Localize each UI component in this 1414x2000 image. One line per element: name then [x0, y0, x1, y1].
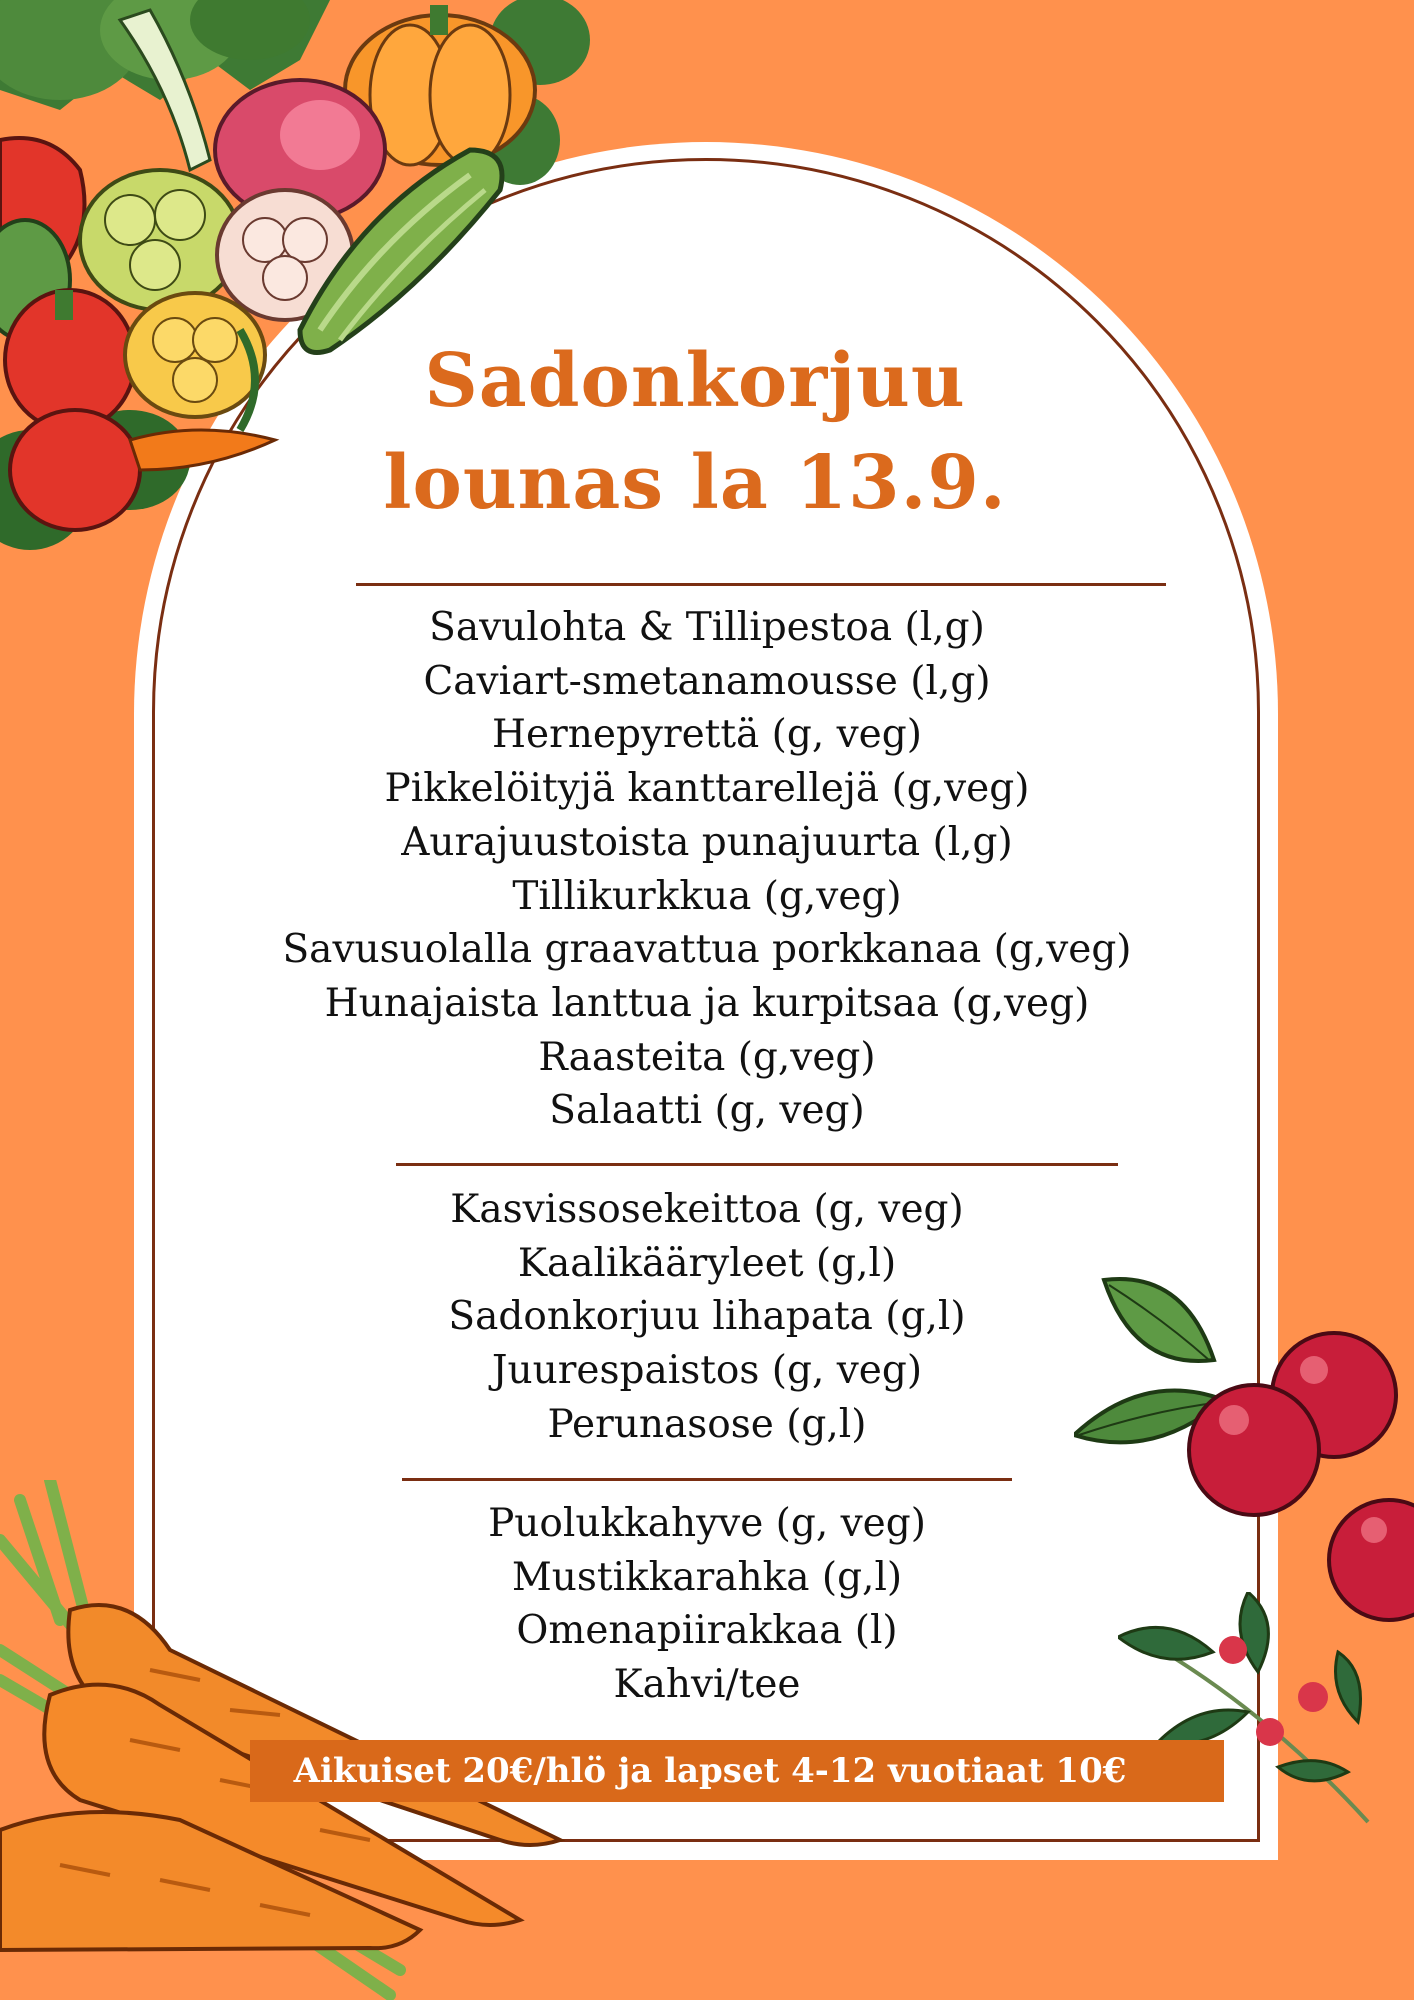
price-text: Aikuiset 20€/hlö ja lapset 4-12 vuotiaat 10€	[293, 1751, 1127, 1791]
title-line-2: lounas la 13.9.	[383, 440, 1007, 526]
title-line-1: Sadonkorjuu	[424, 338, 966, 424]
list-item: Savulohta & Tillipestoa (l,g)	[429, 605, 985, 650]
divider	[402, 1478, 1012, 1481]
list-item: Hernepyrettä (g, veg)	[492, 712, 922, 758]
list-item: Savusuolalla graavattua porkkanaa (g,veg)	[282, 927, 1132, 973]
list-item: Aurajuustoista punajuurta (l,g)	[401, 819, 1013, 865]
list-item: Kasvissosekeittoa (g, veg)	[450, 1187, 964, 1232]
list-item: Kaalikääryleet (g,l)	[517, 1240, 897, 1286]
starters-list	[200, 601, 1214, 1138]
list-item: Perunasose (g,l)	[547, 1401, 867, 1447]
desserts-list	[200, 1497, 1214, 1712]
divider	[356, 583, 1166, 586]
menu-title	[340, 330, 1050, 534]
list-item: Juurespaistos (g, veg)	[491, 1348, 923, 1394]
mains-list	[200, 1183, 1214, 1452]
list-item: Hunajaista lanttua ja kurpitsaa (g,veg)	[324, 980, 1090, 1026]
list-item: Puolukkahyve (g, veg)	[488, 1501, 926, 1546]
list-item: Omenapiirakkaa (l)	[516, 1608, 898, 1654]
list-item: Raasteita (g,veg)	[538, 1034, 876, 1080]
list-item: Sadonkorjuu lihapata (g,l)	[448, 1294, 966, 1340]
list-item: Salaatti (g, veg)	[549, 1088, 865, 1134]
list-item: Mustikkarahka (g,l)	[511, 1554, 903, 1600]
list-item: Pikkelöityjä kanttarellejä (g,veg)	[384, 766, 1030, 812]
list-item: Caviart-smetanamousse (l,g)	[423, 658, 991, 704]
list-item: Kahvi/tee	[613, 1662, 801, 1708]
list-item: Tillikurkkua (g,veg)	[512, 873, 902, 919]
divider	[396, 1163, 1118, 1166]
